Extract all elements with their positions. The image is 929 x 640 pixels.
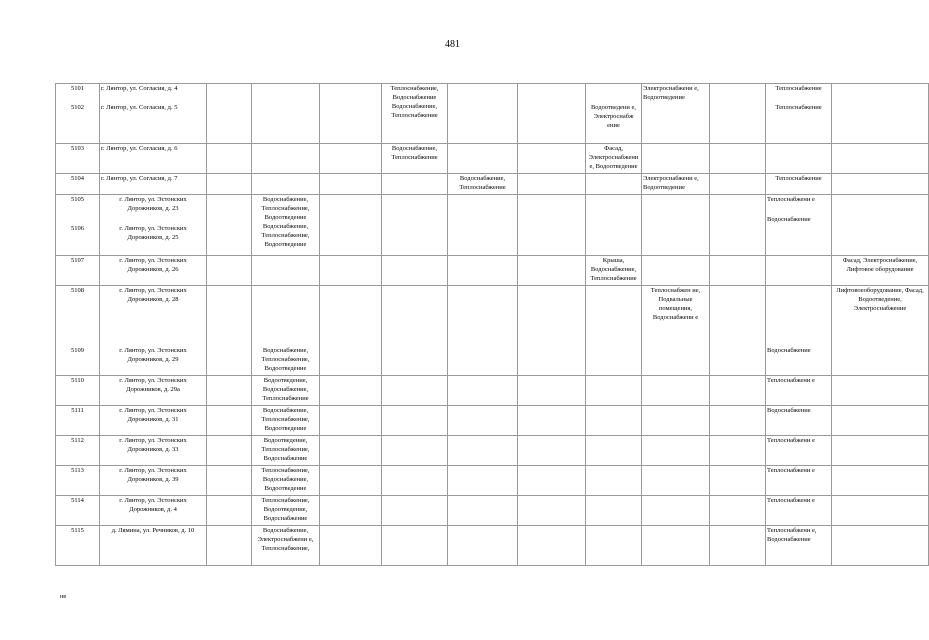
table-row [56,526,929,566]
row-number-cell: 5107 [56,256,100,286]
address-cell: г. Лянтор, ул. Эстонских Дорожников, д. 33 [100,436,207,466]
row-number-cell: 5108 5109 [56,286,100,376]
work-cell [207,466,252,496]
address-cell: г. Лянтор, ул. Согласия, д. 6 [100,144,207,174]
work-cell [586,466,642,496]
page-number: 481 [445,39,460,50]
work-cell [518,256,586,286]
work-cell [642,406,710,436]
table-row [56,174,929,195]
work-cell [642,144,710,174]
work-cell [710,526,766,566]
work-cell [382,466,448,496]
work-cell: Крыша, Водоснабжение, Теплоснабжение [586,256,642,286]
work-cell [518,526,586,566]
work-cell [710,376,766,406]
work-cell [642,526,710,566]
work-cell [832,144,929,174]
work-cell [518,406,586,436]
table-row [56,256,929,286]
work-cell: Теплоснабжение Теплоснабжение [766,84,832,144]
work-cell [586,286,642,376]
work-cell [642,466,710,496]
work-cell [207,195,252,256]
work-cell [832,496,929,526]
work-cell [832,436,929,466]
work-cell [207,406,252,436]
work-cell [586,195,642,256]
work-cell [832,195,929,256]
work-cell: Электроснабжени е, Водоотведение [642,174,710,195]
row-number-cell: 5115 [56,526,100,566]
work-cell [448,144,518,174]
work-cell [252,144,320,174]
work-cell [382,174,448,195]
work-cell [382,436,448,466]
work-cell [710,174,766,195]
work-cell: Теплоснабжени е Водоснабжение [766,195,832,256]
address-cell: г. Лянтор, ул. Эстонских Дорожников, д. 26 [100,256,207,286]
work-cell: Водоснабжение, Теплоснабжение, Водоотведение [252,406,320,436]
table-row [56,84,929,144]
work-cell: Водоснабжение, Теплоснабжение [448,174,518,195]
work-cell [586,496,642,526]
work-cell [382,376,448,406]
table-row [56,144,929,174]
work-cell [320,144,382,174]
work-cell [207,286,252,376]
table-row [56,195,929,256]
address-cell: г. Лянтор, ул. Эстонских Дорожников, д. 29а [100,376,207,406]
work-cell [448,84,518,144]
work-cell [320,406,382,436]
work-cell [586,406,642,436]
row-number-cell: 5103 [56,144,100,174]
work-cell: Теплоснабжени е, Водоснабжение [766,526,832,566]
work-cell [518,286,586,376]
work-cell [207,436,252,466]
work-cell [586,376,642,406]
work-cell [382,406,448,436]
work-cell [518,144,586,174]
work-cell [320,436,382,466]
address-cell: г. Лянтор, ул. Согласия, д. 4 г. Лянтор, ул. Согласия, д. 5 [100,84,207,144]
work-cell [642,256,710,286]
work-cell: Водоотведение, Водоснабжение, Теплоснабжение [252,376,320,406]
work-cell [320,174,382,195]
work-cell [320,195,382,256]
address-cell: г. Лянтор, ул. Согласия, д. 7 [100,174,207,195]
work-cell: Теплоснабжение [766,174,832,195]
work-cell [710,406,766,436]
work-cell [642,436,710,466]
work-cell [448,286,518,376]
work-cell [207,526,252,566]
table-row [56,466,929,496]
table-row [56,406,929,436]
work-cell [320,496,382,526]
work-cell: Теплоснабжени е [766,466,832,496]
work-cell [207,496,252,526]
table-row [56,376,929,406]
work-cell [252,174,320,195]
work-cell [832,526,929,566]
work-cell [832,406,929,436]
work-cell [832,174,929,195]
row-number-cell: 5113 [56,466,100,496]
work-cell [518,376,586,406]
work-cell [382,195,448,256]
work-cell: Водоснабжение [766,286,832,376]
work-cell: Водоснабжение, Электроснабжени е, Теплоснабжение, [252,526,320,566]
work-cell [448,466,518,496]
work-cell [518,195,586,256]
work-cell [642,496,710,526]
work-cell: Теплоснабжени е [766,436,832,466]
work-cell [710,466,766,496]
work-cell [710,84,766,144]
work-cell [382,496,448,526]
row-number-cell: 5114 [56,496,100,526]
work-cell [710,496,766,526]
work-cell [448,256,518,286]
work-cell [832,84,929,144]
footer-mark: нв [60,594,67,600]
work-cell: Фасад, Электроснабжени е, Водоотведение [586,144,642,174]
work-cell: Теплоснабжение, Водоотведение, Водоснабжение [252,496,320,526]
work-cell: Водоотведени е, Электроснабж ение [586,84,642,144]
work-cell [207,376,252,406]
work-cell [518,174,586,195]
work-cell [252,84,320,144]
row-number-cell: 5112 [56,436,100,466]
work-cell [832,466,929,496]
address-cell: д. Лямина, ул. Речников, д. 10 [100,526,207,566]
work-cell: Водоотведение, Теплоснабжение, Водоснабжение [252,436,320,466]
address-cell: г. Лянтор, ул. Эстонских Дорожников, д. 4 [100,496,207,526]
address-cell: г. Лянтор, ул. Эстонских Дорожников, д. 28 г. Лянтор, ул. Эстонских Дорожников, д. 29 [100,286,207,376]
work-cell [207,144,252,174]
work-cell: Фасад, Электроснабжение, Лифтовое оборудование [832,256,929,286]
table-row [56,496,929,526]
work-cell [320,256,382,286]
work-cell [382,526,448,566]
work-cell [320,376,382,406]
work-cell [448,526,518,566]
work-cell [320,466,382,496]
work-cell [382,256,448,286]
work-cell [518,436,586,466]
work-cell [518,84,586,144]
work-cell [586,174,642,195]
work-cell [766,144,832,174]
row-number-cell: 5110 [56,376,100,406]
address-cell: г. Лянтор, ул. Эстонских Дорожников, д. 39 [100,466,207,496]
work-cell: Электроснабжени е, Водоотведение [642,84,710,144]
work-cell [518,496,586,526]
works-table [55,83,929,566]
work-cell [252,256,320,286]
work-cell [207,256,252,286]
work-cell: Водоснабжение, Теплоснабжение [382,144,448,174]
table-row [56,286,929,376]
work-cell [448,406,518,436]
work-cell [832,376,929,406]
row-number-cell: 5105 5106 [56,195,100,256]
work-cell: Теплоснабжен ие, Подвальные помещения, Водоснабжени е [642,286,710,376]
work-cell [642,376,710,406]
work-cell [710,195,766,256]
work-cell [518,466,586,496]
work-cell [586,436,642,466]
work-cell [448,436,518,466]
work-cell: Водоснабжение, Теплоснабжение, Водоотведение Водоснабжение, Теплоснабжение, Водоотведение [252,195,320,256]
work-cell: Лифтовоеоборудование, Фасад, Водоотведение, Электроснабжение [832,286,929,376]
work-cell [448,376,518,406]
row-number-cell: 5111 [56,406,100,436]
table-row [56,436,929,466]
work-cell [320,84,382,144]
work-cell [448,195,518,256]
work-cell [710,144,766,174]
work-cell [710,256,766,286]
work-cell: Теплоснабжение, Водоснабжение, Водоотведение [252,466,320,496]
work-cell [320,526,382,566]
row-number-cell: 5104 [56,174,100,195]
work-cell [320,286,382,376]
work-cell [710,436,766,466]
work-cell [207,174,252,195]
work-cell: Теплоснабжени е [766,496,832,526]
work-cell [207,84,252,144]
address-cell: г. Лянтор, ул. Эстонских Дорожников, д. 31 [100,406,207,436]
address-cell: г. Лянтор, ул. Эстонских Дорожников, д. 23 г. Лянтор, ул. Эстонских Дорожников, д. 25 [100,195,207,256]
work-cell: Водоснабжение [766,406,832,436]
work-cell: Водоснабжение, Теплоснабжение, Водоотведение [252,286,320,376]
row-number-cell: 5101 5102 [56,84,100,144]
work-cell: Теплоснабжение, Водоснабжение Водоснабжение, Теплоснабжение [382,84,448,144]
work-cell [448,496,518,526]
work-cell [382,286,448,376]
work-cell [586,526,642,566]
work-cell: Теплоснабжени е [766,376,832,406]
work-cell [766,256,832,286]
work-cell [710,286,766,376]
work-cell [642,195,710,256]
